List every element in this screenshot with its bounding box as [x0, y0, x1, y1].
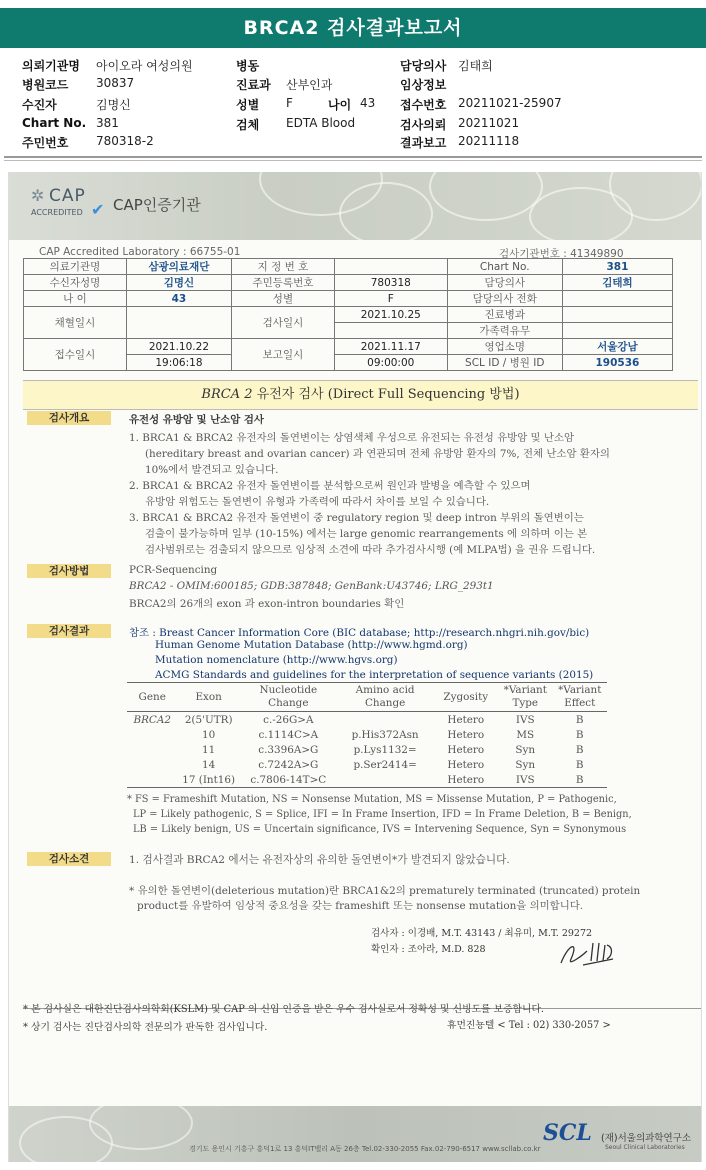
overview-heading: 유전성 유방암 및 난소암 검사 [129, 414, 264, 426]
col-variant-type-l2: Type [512, 697, 539, 709]
method-label: 검사방법 [27, 564, 111, 578]
accession-value: 20211021-25907 [458, 96, 562, 110]
col-aminoacid [337, 683, 434, 712]
table-cell: B [553, 772, 608, 788]
institution-number: 검사기관번호 : 41349890 [499, 248, 624, 260]
examinee-label: 수진자 [22, 98, 57, 112]
overview-line: 3. BRCA1 & BRCA2 유전자 돌연변이 중 regulatory region 및 deep intron 부위의 돌연변이는 [129, 512, 584, 524]
table-cell: 채혈일시 [24, 307, 127, 339]
overview-line: 검출이 불가능하며 일부 (10-15%) 에서는 large genomic rearrangements 에 의하며 이는 본 [145, 528, 588, 540]
table-cell: SCL ID / 병원 ID [447, 355, 562, 371]
accession-label: 접수번호 [400, 98, 447, 112]
institution-label: 의뢰기관명 [22, 59, 80, 73]
table-cell [127, 727, 177, 742]
col-variant-effect [553, 683, 608, 712]
header-divider-thin [4, 160, 702, 161]
ward-label: 병동 [236, 59, 260, 73]
col-nucleotide [240, 683, 337, 712]
opinion-line: 1. 검사결과 BRCA2 에서는 유전자상의 유의한 돌연변이*가 발견되지 않았습니다. [129, 854, 510, 866]
request-label: 검사의뢰 [400, 118, 447, 132]
col-variant-effect-l2: Effect [564, 697, 596, 709]
table-cell [127, 742, 177, 757]
table-cell: 2(5'UTR) [184, 713, 233, 726]
table-cell: Hetero [434, 772, 499, 788]
footer-strip [9, 1106, 701, 1162]
table-row [24, 275, 673, 291]
lab-address: 경기도 용인시 기흥구 흥덕1로 13 흥덕IT밸리 A동 26층 Tel.02-330-2055 Fax.02-790-6517 www.scllab.co.kr [189, 1145, 541, 1153]
test-title-rest: 유전자 검사 (Direct Full Sequencing 방법) [252, 387, 520, 402]
rrn-label: 주민번호 [22, 136, 69, 150]
specialist-note: * 상기 검사는 진단검사의학 전문의가 판독한 검사입니다. [23, 1022, 268, 1033]
test-title [23, 380, 698, 410]
col-nucleotide-l1: Nucleotide [259, 684, 318, 696]
table-cell: Syn [515, 743, 536, 756]
specimen-label: 검체 [236, 118, 260, 132]
col-gene: Gene [127, 683, 177, 712]
sex-label: 성별 [236, 98, 260, 112]
doctor-value: 김태희 [458, 59, 493, 73]
hospital-code-value: 30837 [96, 76, 135, 90]
table-cell: 14 [202, 758, 216, 771]
table-cell: Hetero [447, 743, 485, 756]
table-cell: 진료병과 [447, 307, 562, 323]
specimen-value: EDTA Blood [286, 116, 356, 130]
table-cell: MS [516, 728, 535, 741]
chart-label: Chart No. [22, 116, 87, 130]
table-cell: Chart No. [447, 259, 562, 275]
chart-value: 381 [96, 116, 119, 130]
cap-star-icon: ✲ [31, 186, 45, 205]
tester-signature-line: 검사자 : 이경배, M.T. 43143 / 최유미, M.T. 29272 [371, 928, 593, 939]
scl-name: (재)서울의과학연구소 [601, 1133, 692, 1144]
table-row [24, 339, 673, 355]
table-cell: 2021.10.25 [334, 307, 447, 323]
table-cell: Hetero [447, 758, 485, 771]
scl-english-name: Seoul Clinical Laboratories [605, 1144, 685, 1151]
overview-line: 2. BRCA1 & BRCA2 유전자 돌연변이를 분석함으로써 원인과 발병을 예측할 수 있으며 [129, 480, 531, 492]
signature-image [557, 937, 617, 971]
cap-banner [9, 172, 701, 240]
report-header [0, 52, 706, 154]
variant-table [127, 682, 607, 788]
age-label: 나이 [328, 98, 352, 112]
table-cell: 담당의사 전화 [447, 291, 562, 307]
reference-line: 참조 : Breast Cancer Information Core (BIC database; http://research.nhgri.nih.gov/bic) [129, 627, 590, 639]
contact-line: 휴먼진뇽텔 < Tel : 02) 330-2057 > [447, 1020, 611, 1031]
table-cell: 나 이 [24, 291, 127, 307]
table-cell: B [575, 728, 584, 741]
dept-value: 산부인과 [286, 78, 333, 92]
sex-value: F [286, 96, 293, 110]
table-row [127, 757, 607, 772]
report-date-label: 결과보고 [400, 136, 447, 150]
opinion-label: 검사소견 [27, 852, 111, 866]
table-cell: 서울강남 [562, 339, 672, 355]
table-cell: 주민등록번호 [232, 275, 335, 291]
abbreviation-line: LB = Likely benign, US = Uncertain significance, IVS = Intervening Sequence, Syn = Synonymous [133, 824, 627, 835]
overview-label: 검사개요 [27, 411, 111, 425]
table-header-row [127, 683, 607, 712]
table-row [127, 712, 607, 728]
opinion-note: * 유의한 돌연변이(deleterious mutation)란 BRCA1&2의 prematurely terminated (truncated) protein [129, 885, 641, 897]
table-cell [337, 772, 434, 788]
table-cell: 09:00:00 [334, 355, 447, 371]
table-cell: 담당의사 [447, 275, 562, 291]
table-cell: F [334, 291, 447, 307]
method-line: PCR-Sequencing [129, 564, 218, 576]
patient-info-table [23, 258, 673, 371]
table-cell: 수신자성명 [24, 275, 127, 291]
hospital-code-label: 병원코드 [22, 78, 69, 92]
table-row [24, 291, 673, 307]
table-cell [337, 712, 434, 728]
method-line: BRCA2 - OMIM:600185; GDB:387848; GenBank:U43746; LRG_293t1 [129, 580, 494, 592]
results-label: 검사결과 [27, 624, 111, 638]
dept-label: 진료과 [236, 78, 271, 92]
table-cell [334, 259, 447, 275]
table-cell: Hetero [447, 728, 485, 741]
col-nucleotide-l2: Change [268, 697, 309, 709]
col-exon: Exon [177, 683, 240, 712]
examinee-value: 김명신 [96, 98, 131, 112]
table-cell: c.7806-14T>C [240, 772, 337, 788]
table-cell [127, 757, 177, 772]
col-zygosity: Zygosity [434, 683, 499, 712]
table-cell: 2021.11.17 [334, 339, 447, 355]
table-cell: 삼광의료재단 [126, 259, 231, 275]
table-cell [126, 307, 231, 339]
table-cell [562, 307, 672, 323]
overview-line: 10%에서 발견되고 있습니다. [145, 464, 279, 476]
overview-line: 검사범위로는 검출되지 않으므로 임상적 소견에 따라 추가검사시행 (예 MLPA법) 을 권유 드립니다. [145, 544, 596, 556]
request-value: 20211021 [458, 116, 520, 130]
cap-logo [31, 186, 111, 226]
certification-note: * 본 검사실은 대한진단검사의학회(KSLM) 및 CAP 의 신입 인증을 받은 우수 검사실로서 정확성 및 신빙도를 보증합니다. [23, 1004, 545, 1015]
cap-title: CAP인증기관 [113, 196, 201, 214]
table-cell: 지 정 번 호 [232, 259, 335, 275]
table-cell: 김명신 [126, 275, 231, 291]
overview-line: 1. BRCA1 & BRCA2 유전자의 돌연변이는 상염색체 우성으로 유전되는 유전성 유방암 및 난소암 [129, 432, 575, 444]
scl-logo: SCL [543, 1120, 592, 1146]
clinical-label: 임상정보 [400, 78, 447, 92]
table-cell [127, 772, 177, 788]
table-row [127, 727, 607, 742]
reference-line: ACMG Standards and guidelines for the interpretation of sequence variants (2015) [155, 669, 594, 681]
reference-line: Mutation nomenclature (http://www.hgvs.org) [155, 654, 398, 666]
table-cell: 성별 [232, 291, 335, 307]
table-cell: 의료기관명 [24, 259, 127, 275]
table-cell: B [575, 758, 584, 771]
col-aminoacid-l2: Change [364, 697, 406, 709]
method-line: BRCA2의 26개의 exon 과 exon-intron boundaries 확인 [129, 598, 405, 610]
header-divider [4, 156, 702, 158]
reference-line: Human Genome Mutation Database (http://www.hgmd.org) [155, 639, 468, 651]
institution-value: 아이오라 여성의원 [96, 59, 193, 73]
table-cell: BRCA2 [133, 713, 171, 726]
abbreviation-line: LP = Likely pathogenic, S = Splice, IFI = In Frame Insertion, IFD = In Frame Deletion, B = Benign, [133, 809, 632, 820]
opinion-note: product를 유발하여 임상적 중요성을 갖는 frameshift 또는 nonsense mutation을 의미합니다. [137, 900, 584, 912]
table-cell: 19:06:18 [126, 355, 231, 371]
table-cell: c.7242A>G [258, 758, 319, 771]
table-cell [562, 323, 672, 339]
cap-logo-sub: ACCREDITED [31, 208, 83, 217]
confirmer-signature-line: 확인자 : 조아라, M.D. 828 [371, 944, 486, 955]
table-cell: 10 [202, 728, 216, 741]
table-cell: 11 [202, 743, 216, 756]
table-cell: B [575, 713, 584, 726]
table-cell: 381 [562, 259, 672, 275]
table-cell: 보고일시 [232, 339, 335, 371]
table-cell: 가족력유무 [447, 323, 562, 339]
table-cell: 17 (Int16) [177, 772, 240, 788]
table-cell: IVS [498, 772, 552, 788]
table-cell: B [575, 743, 584, 756]
table-cell [334, 323, 447, 339]
abbreviation-line: * FS = Frameshift Mutation, NS = Nonsense Mutation, MS = Missense Mutation, P = Pathogenic, [127, 794, 617, 805]
cap-accredited-lab: CAP Accredited Laboratory : 66755-01 [39, 246, 241, 258]
table-cell: c.3396A>G [258, 743, 319, 756]
col-variant-effect-l1: *Variant [558, 684, 602, 696]
table-cell: p.Ser2414= [353, 758, 417, 771]
report-title: BRCA2 검사결과보고서 [0, 8, 706, 48]
col-variant-type-l1: *Variant [503, 684, 547, 696]
table-cell: 43 [126, 291, 231, 307]
table-cell: Syn [515, 758, 536, 771]
table-row [127, 772, 607, 788]
col-variant-type [498, 683, 552, 712]
table-cell: Hetero [447, 713, 485, 726]
check-icon: ✔ [91, 200, 105, 219]
age-value: 43 [360, 96, 376, 110]
table-cell: c.-26G>A [263, 713, 314, 726]
table-cell: 780318 [334, 275, 447, 291]
test-title-gene: BRCA 2 [201, 387, 253, 402]
table-cell: 김태희 [562, 275, 672, 291]
table-cell: c.1114C>A [258, 728, 319, 741]
table-cell: 190536 [562, 355, 672, 371]
overview-line: 유방암 위험도는 돌연변이 유형과 가족력에 따라서 차이를 보일 수 있습니다. [145, 496, 490, 508]
table-cell: 접수일시 [24, 339, 127, 371]
report-date-value: 20211118 [458, 134, 520, 148]
rrn-value: 780318-2 [96, 134, 154, 148]
table-cell: 2021.10.22 [126, 339, 231, 355]
table-cell: 영업소명 [447, 339, 562, 355]
doctor-label: 담당의사 [400, 59, 447, 73]
table-cell: p.Lys1132= [353, 743, 417, 756]
table-row [127, 742, 607, 757]
table-row [24, 307, 673, 323]
cap-logo-text: CAP [49, 186, 86, 206]
table-cell: IVS [515, 713, 535, 726]
scanned-report [8, 172, 702, 1162]
col-aminoacid-l1: Amino acid [355, 684, 415, 696]
table-cell [562, 291, 672, 307]
overview-line: (hereditary breast and ovarian cancer) 과 연관되며 전체 유방암 환자의 7%, 전체 난소암 환자의 [145, 448, 610, 460]
table-cell: 검사일시 [232, 307, 335, 339]
table-cell: p.His372Asn [351, 728, 419, 741]
table-row [24, 259, 673, 275]
